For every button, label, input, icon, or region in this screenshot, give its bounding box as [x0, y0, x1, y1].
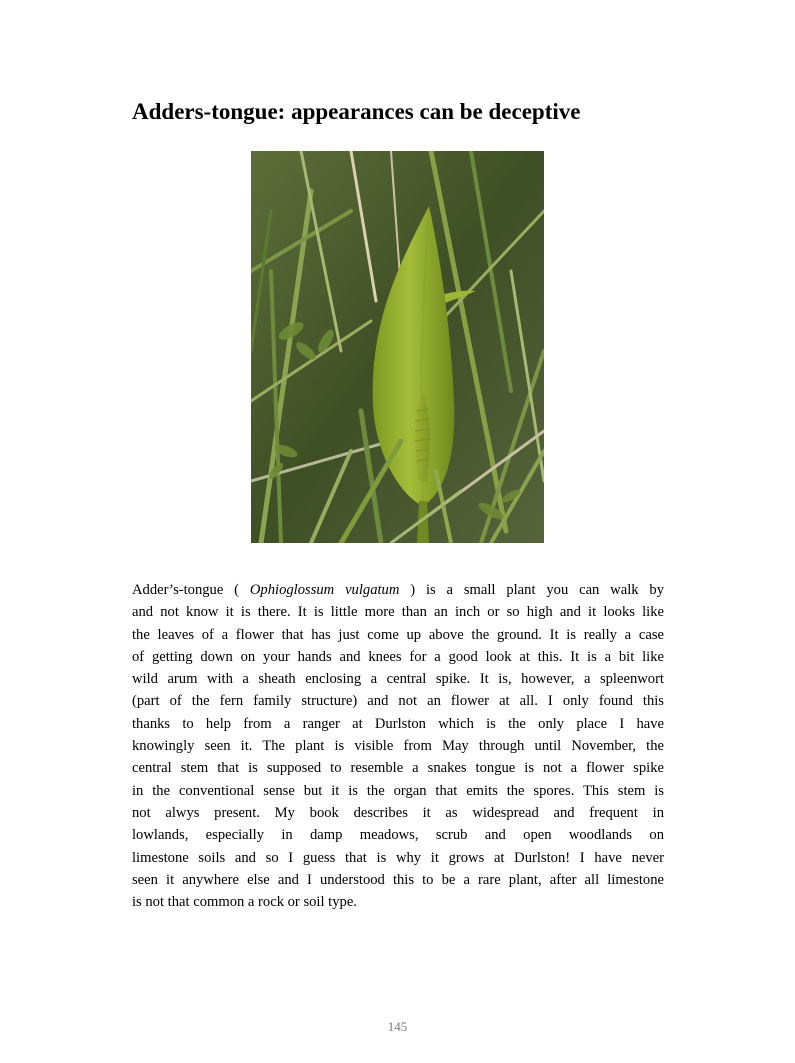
- page-title: Adders-tongue: appearances can be deceptive: [132, 99, 581, 124]
- species-name: Ophioglossum vulgatum: [249, 582, 400, 598]
- paragraph-line: central stem that is supposed to resemble a snakes tongue is not a flower spike: [132, 760, 664, 777]
- plant-photo-illustration: [251, 151, 544, 543]
- paragraph-line: Adder’s-tongue ( Ophioglossum vulgatum ) is a small plant you can walk by: [132, 582, 664, 598]
- paragraph-line: lowlands, especially in damp meadows, scrub and open woodlands on: [132, 827, 664, 844]
- paragraph-line: seen it anywhere else and I understood this to be a rare plant, after all limestone: [132, 871, 664, 888]
- paragraph-line: is not that common a rock or soil type.: [132, 894, 357, 911]
- page-number: 145: [387, 1019, 408, 1034]
- paragraph-line: the leaves of a flower that has just come up above the ground. It is really a case: [132, 626, 664, 643]
- body-paragraph: [132, 579, 664, 913]
- paragraph-line: knowingly seen it. The plant is visible from May through until November, the: [132, 738, 664, 755]
- paragraph-line: (part of the fern family structure) and not an flower at all. I only found this: [132, 693, 664, 710]
- paragraph-line: not alwys present. My book describes it as widespread and frequent in: [132, 804, 664, 821]
- paragraph-line: wild arum with a sheath enclosing a central spike. It is, however, a spleenwort: [132, 671, 664, 688]
- paragraph-line: in the conventional sense but it is the organ that emits the spores. This stem is: [132, 782, 664, 799]
- paragraph-line: of getting down on your hands and knees for a good look at this. It is a bit like: [132, 648, 664, 665]
- paragraph-line: and not know it is there. It is little more than an inch or so high and it looks like: [132, 604, 664, 621]
- paragraph-line: limestone soils and so I guess that is why it grows at Durlston! I have never: [132, 849, 664, 866]
- paragraph-line: thanks to help from a ranger at Durlston which is the only place I have: [132, 715, 664, 732]
- adders-tongue-photo: [251, 151, 544, 543]
